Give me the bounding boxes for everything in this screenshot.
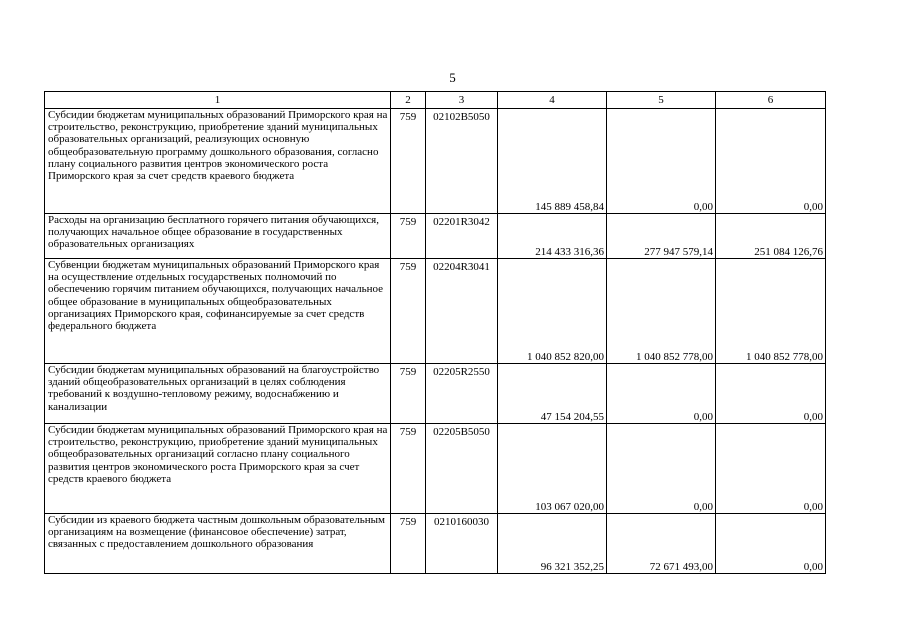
row-budget-code: 02201R3042: [426, 214, 498, 259]
row-value-5: 1 040 852 778,00: [607, 259, 716, 364]
row-description: Субсидии бюджетам муниципальных образований на благоустройство зданий общеобразовательных организаций в целях соблюдения требований к воздушно-тепловому режиму, водоснабжению и канализации: [45, 364, 391, 424]
budget-table: [44, 91, 826, 574]
row-budget-code: 02204R3041: [426, 259, 498, 364]
page-number: 5: [449, 70, 456, 85]
header-col-1: 1: [45, 92, 391, 109]
header-col-3: 3: [426, 92, 498, 109]
row-value-5: 0,00: [607, 109, 716, 214]
row-value-6: 1 040 852 778,00: [716, 259, 826, 364]
table-row: [45, 214, 826, 259]
row-value-4: 1 040 852 820,00: [498, 259, 607, 364]
row-description: Расходы на организацию бесплатного горячего питания обучающихся, получающих начальное общее образование в государственных образовательных организациях: [45, 214, 391, 259]
table-row: [45, 259, 826, 364]
row-budget-code: 0210160030: [426, 514, 498, 574]
row-value-5: 0,00: [607, 424, 716, 514]
row-ministry-code: 759: [391, 364, 426, 424]
row-value-5: 72 671 493,00: [607, 514, 716, 574]
row-ministry-code: 759: [391, 514, 426, 574]
row-ministry-code: 759: [391, 424, 426, 514]
row-value-5: 277 947 579,14: [607, 214, 716, 259]
row-description: Субвенции бюджетам муниципальных образований Приморского края на осуществление отдельных государственых полномочий по обеспечению горячим питанием обучающихся, получающих начальное общее образование в муниципальных общеобразовательных организациях Приморского края, софинансируемые за счет средств федерального бюджета: [45, 259, 391, 364]
row-value-4: 47 154 204,55: [498, 364, 607, 424]
table-row: [45, 109, 826, 214]
header-col-2: 2: [391, 92, 426, 109]
header-row: [45, 92, 826, 109]
header-col-4: 4: [498, 92, 607, 109]
row-budget-code: 02205B5050: [426, 424, 498, 514]
table-row: [45, 364, 826, 424]
table-row: [45, 424, 826, 514]
header-col-6: 6: [716, 92, 826, 109]
table-row: [45, 514, 826, 574]
row-value-4: 214 433 316,36: [498, 214, 607, 259]
row-ministry-code: 759: [391, 259, 426, 364]
row-budget-code: 02205R2550: [426, 364, 498, 424]
row-value-6: 0,00: [716, 364, 826, 424]
row-value-5: 0,00: [607, 364, 716, 424]
row-budget-code: 02102B5050: [426, 109, 498, 214]
row-value-4: 96 321 352,25: [498, 514, 607, 574]
row-description: Субсидии бюджетам муниципальных образований Приморского края на строительство, реконструкцию, приобретение зданий муниципальных образовательных организаций, реализующих основную общеобразовательную программу дошкольного образования, согласно плану социального развития центров экономического роста Приморского края за счет средств краевого бюджета: [45, 109, 391, 214]
row-value-6: 0,00: [716, 514, 826, 574]
row-value-6: 0,00: [716, 109, 826, 214]
row-value-6: 0,00: [716, 424, 826, 514]
row-value-6: 251 084 126,76: [716, 214, 826, 259]
row-value-4: 103 067 020,00: [498, 424, 607, 514]
row-ministry-code: 759: [391, 109, 426, 214]
row-value-4: 145 889 458,84: [498, 109, 607, 214]
row-description: Субсидии бюджетам муниципальных образований Приморского края на строительство, реконструкцию, приобретение зданий муниципальных общеобразовательных организаций согласно плану социального развития центров экономического роста Приморского края за счет средств краевого бюджета: [45, 424, 391, 514]
row-description: Субсидии из краевого бюджета частным дошкольным образовательным организациям на возмещение (финансовое обеспечение) затрат, связанных с предоставлением дошкольного образования: [45, 514, 391, 574]
row-ministry-code: 759: [391, 214, 426, 259]
header-col-5: 5: [607, 92, 716, 109]
